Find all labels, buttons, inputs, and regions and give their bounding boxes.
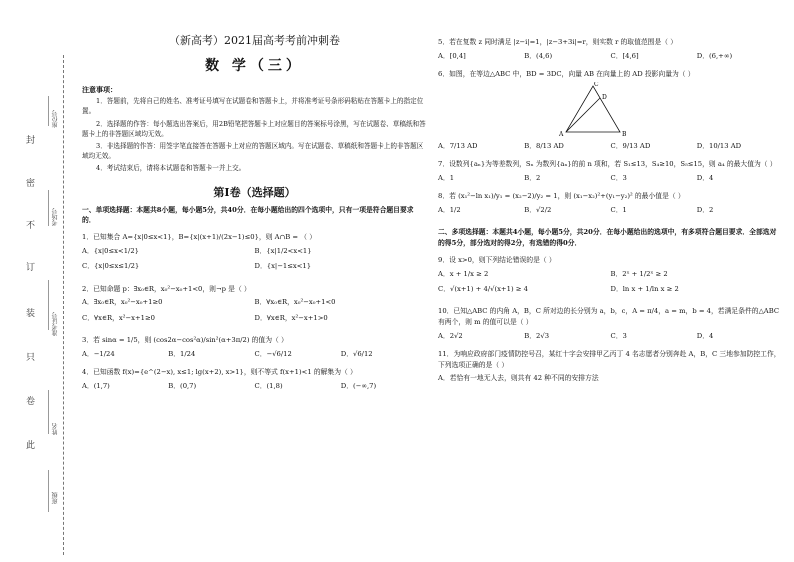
option: C．1 — [610, 206, 627, 215]
option: C．9/13 AD — [610, 141, 651, 150]
section2-description: 二、多项选择题：本题共4小题，每小题5分，共20分．在每小题给出的选项中，有多项符合题目要求．全部选对的得5分，部分选对的得2分，有选错的得0分． — [438, 228, 777, 248]
option: D．{x|−1≤x<1} — [254, 262, 312, 271]
option: B．(4,6) — [524, 51, 553, 60]
part1-title: 第Ⅰ卷（选择题） — [213, 185, 296, 199]
question-8-options — [438, 206, 783, 217]
option: D．ln x + 1/ln x ≥ 2 — [610, 284, 679, 293]
name-line — [48, 390, 49, 434]
question-6: 6．如图，在等边△ABC 中，BD = 3DC，向量 AB 在向量上的 AD 投影向量为（ ） — [438, 70, 695, 79]
class-line — [48, 470, 49, 512]
binding-margin — [14, 40, 74, 555]
option: B．√2/2 — [524, 206, 552, 215]
option: C．√(x+1) + 4/√(x+1) ≥ 4 — [438, 284, 528, 293]
seal-char: 订 — [26, 263, 36, 273]
option: A．7/13 AD — [438, 141, 478, 150]
notice-item: 4．考试结束后，请将本试题卷和答题卡一并上交。 — [96, 164, 246, 173]
question-1: 1．已知集合 A={x|0≤x<1}，B={x|(x+1)/(2x−1)≤0}，则 A∩B = （ ） — [82, 233, 317, 242]
seal-char: 卷 — [26, 397, 36, 407]
question-2-options — [82, 298, 427, 328]
triangle-figure — [558, 82, 638, 138]
option: C．3 — [610, 173, 627, 182]
notice-item: 2．选择题的作答：每小题选出答案后，用2B铅笔把答题卡上对应题目的答案标号涂黑，写在试题卷、草稿纸和答题卡上的非答题区域均无效。 — [82, 119, 426, 138]
admission-number-label: 准考证号 — [52, 312, 59, 336]
left-column — [82, 33, 427, 393]
seal-char: 只 — [26, 353, 36, 363]
option: D．10/13 AD — [696, 141, 742, 150]
seal-char: 此 — [26, 441, 36, 451]
question-4-options — [82, 382, 427, 393]
option: C．−√6/12 — [254, 349, 292, 358]
question-5: 5．若在复数 z 同时满足 |z−i|=1，|z−3+3i|=r，则实数 r 的取值范围是（ ） — [438, 38, 678, 46]
notice-item: 3．非选择题的作答：用签字笔直接答在答题卡上对应的答题区域内。写在试题卷、草稿纸和答题卡上的非答题区域均无效。 — [82, 142, 424, 161]
name-label: 姓名 — [52, 423, 59, 435]
class-label: 班级 — [52, 492, 59, 504]
option: A．−1/24 — [82, 349, 115, 358]
option: D．4 — [696, 173, 714, 182]
option: B．2√3 — [524, 331, 550, 340]
question-6-options — [438, 142, 783, 153]
binding-dashed-line — [63, 55, 64, 555]
option: A．{x|0≤x<1/2} — [82, 247, 139, 256]
option: B．8/13 AD — [524, 141, 564, 150]
option: D．4 — [696, 331, 714, 340]
seal-char: 不 — [26, 221, 36, 231]
question-2: 2．已知命题 p：∃x₀∈R，x₀²−x₀+1<0，则¬p 是（ ） — [82, 284, 251, 293]
seat-number-label: 座位号 — [52, 110, 59, 128]
exam-room-label: 考场号 — [52, 208, 59, 226]
option: D．2 — [696, 206, 714, 215]
label-b: B — [622, 130, 627, 138]
question-1-options — [82, 247, 427, 277]
option: C．∀x∈R，x²−x+1≥0 — [82, 313, 156, 322]
option: C．[4,6] — [610, 51, 639, 60]
section1-description: 一、单项选择题：本题共8小题，每小题5分，共40分．在每小题给出的四个选项中，只有一项是符合题目要求的． — [82, 205, 414, 225]
admission-number-line — [48, 280, 49, 330]
question-5-options — [438, 52, 783, 63]
seal-char: 封 — [26, 136, 36, 146]
exam-title: （新高考）2021届高考考前冲刺卷 — [169, 34, 340, 47]
option: A．(1,7) — [82, 381, 110, 390]
option: D．(−∞,7) — [340, 381, 377, 390]
question-10-options — [438, 332, 783, 343]
question-9: 9．设 x>0，则下列结论错误的是（ ） — [438, 255, 556, 264]
option: B．2ˣ + 1/2ˣ ≥ 2 — [610, 269, 668, 278]
option: A．1/2 — [438, 206, 461, 215]
notice-list — [82, 96, 427, 174]
seal-char: 装 — [26, 309, 36, 319]
question-11: 11．为响应政府部门疫情防控号召，某红十字会安排甲乙丙丁 4 名志愿者分别奔赴 A，B，C 三地参加防控工作，下列选项正确的是（ ） — [438, 350, 781, 369]
option: B．1/24 — [168, 349, 196, 358]
option: B．2 — [524, 173, 541, 182]
question-7-options — [438, 174, 783, 185]
label-a: A — [559, 130, 564, 138]
option: C．{x|0≤x≤1/2} — [82, 262, 140, 271]
option: D．(6,+∞) — [696, 51, 733, 60]
notice-item: 1．答题前，先将自己的姓名、准考证号填写在试题卷和答题卡上，并将准考证号条形码粘贴在答题卡上的指定位置。 — [82, 97, 424, 116]
option: C．(1,8) — [254, 381, 283, 390]
question-7: 7．设数列{aₙ}为等差数列，Sₙ 为数列{aₙ}的前 n 项和，若 S₁≤13，S₄≥10，S₅≤15，则 a₄ 的最大值为（ ） — [438, 160, 777, 169]
question-4: 4．已知函数 f(x)={e^(2−x), x≤1; lg(x+2), x>1}，则不等式 f(x+1)<1 的解集为（ ） — [82, 367, 357, 376]
exam-room-line — [48, 190, 49, 226]
option: C．3 — [610, 331, 627, 340]
option: A．[0,4] — [438, 51, 466, 60]
question-3-options — [82, 350, 427, 361]
option: D．√6/12 — [340, 349, 373, 358]
question-9-options — [438, 270, 783, 300]
option: A．2√2 — [438, 331, 463, 340]
seat-number-line — [48, 96, 49, 126]
notice-heading: 注意事项： — [82, 84, 117, 94]
label-d: D — [602, 93, 607, 101]
question-10: 10．已知△ABC 的内角 A，B，C 所对边的长分别为 a，b，c，A = π/4，a = m，b = 4，若满足条件的△ABC 有两个，则 m 的值可以是（ ） — [438, 307, 780, 327]
option: D．∀x∈R，x²−x+1>0 — [254, 313, 328, 322]
question-3: 3．若 sinα = 1/5，则 (cos2α−cos²α)/sin²(α+3π/2) 的值为（ ） — [82, 335, 288, 344]
right-column — [438, 33, 783, 384]
option: B．∀x₀∈R，x₀²−x₀+1<0 — [254, 298, 336, 307]
option: A．1 — [438, 173, 455, 182]
option: B．{x|1/2<x<1} — [254, 247, 312, 256]
question-8: 8．若 (x₁²−ln x₁)/y₁ = (x₂−2)/y₂ = 1，则 (x₁−x₂)²+(y₁−y₂)² 的最小值是（ ） — [438, 192, 685, 201]
exam-subject: 数 学（三） — [205, 57, 304, 74]
label-c: C — [594, 81, 599, 88]
question-11-option-a: A．若恰有一地无人去，则共有 42 种不同的安排方法 — [438, 373, 599, 382]
option: A．∃x₀∈R，x₀²−x₀+1≥0 — [82, 298, 163, 307]
option: A．x + 1/x ≥ 2 — [438, 269, 489, 278]
seal-char: 密 — [26, 179, 36, 189]
option: B．(0,7) — [168, 381, 197, 390]
